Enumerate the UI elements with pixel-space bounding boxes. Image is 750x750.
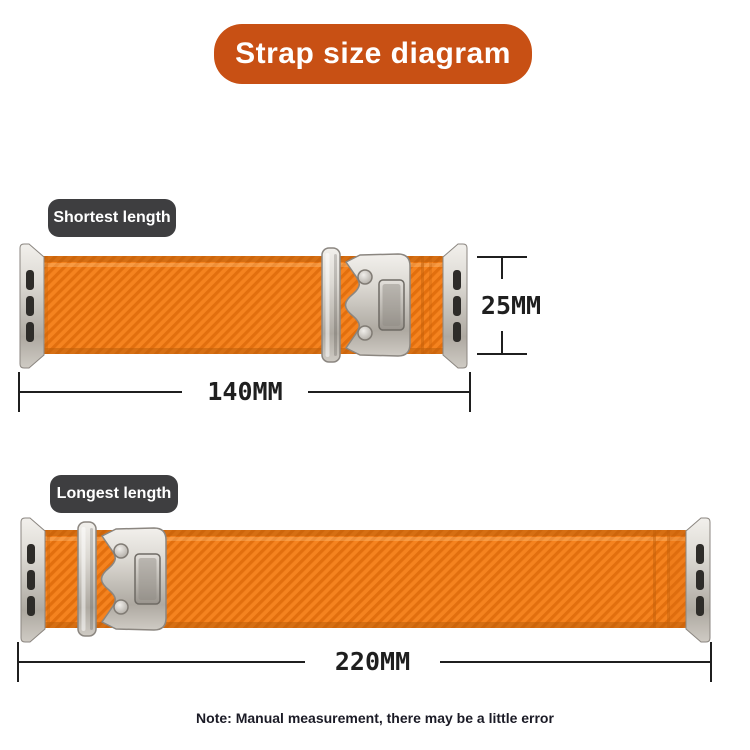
longest-strap-image [17,517,714,644]
page-title [214,24,532,84]
watch-adapter-left-icon [20,244,44,368]
buckle-icon [346,254,411,356]
shortest-length-badge [48,199,176,237]
watch-adapter-right-icon [443,244,467,368]
watch-adapter-left-icon [21,518,45,642]
dim-140-right-tick [469,372,471,412]
longest-length-badge-label: Longest length [56,485,172,502]
longest-length-badge [50,475,178,513]
dim-220-right-tick [710,642,712,682]
shortest-strap-image [17,243,470,370]
buckle-icon [102,528,167,630]
measurement-note: Note: Manual measurement, there may be a little error [196,710,554,726]
shortest-width-dimension: 140MM [182,378,308,406]
watch-adapter-right-icon [686,518,710,642]
longest-width-dimension: 220MM [305,648,440,676]
dim-25-bottom-tick [501,331,503,354]
page-title-text: Strap size diagram [235,37,511,70]
strap-height-dimension: 25MM [469,292,553,320]
shortest-length-badge-label: Shortest length [53,209,171,226]
strap-keeper-icon [322,248,340,362]
dim-25-top-tick [501,258,503,279]
strap-keeper-icon [78,522,96,636]
dim-25-bottom-bar [477,353,527,355]
